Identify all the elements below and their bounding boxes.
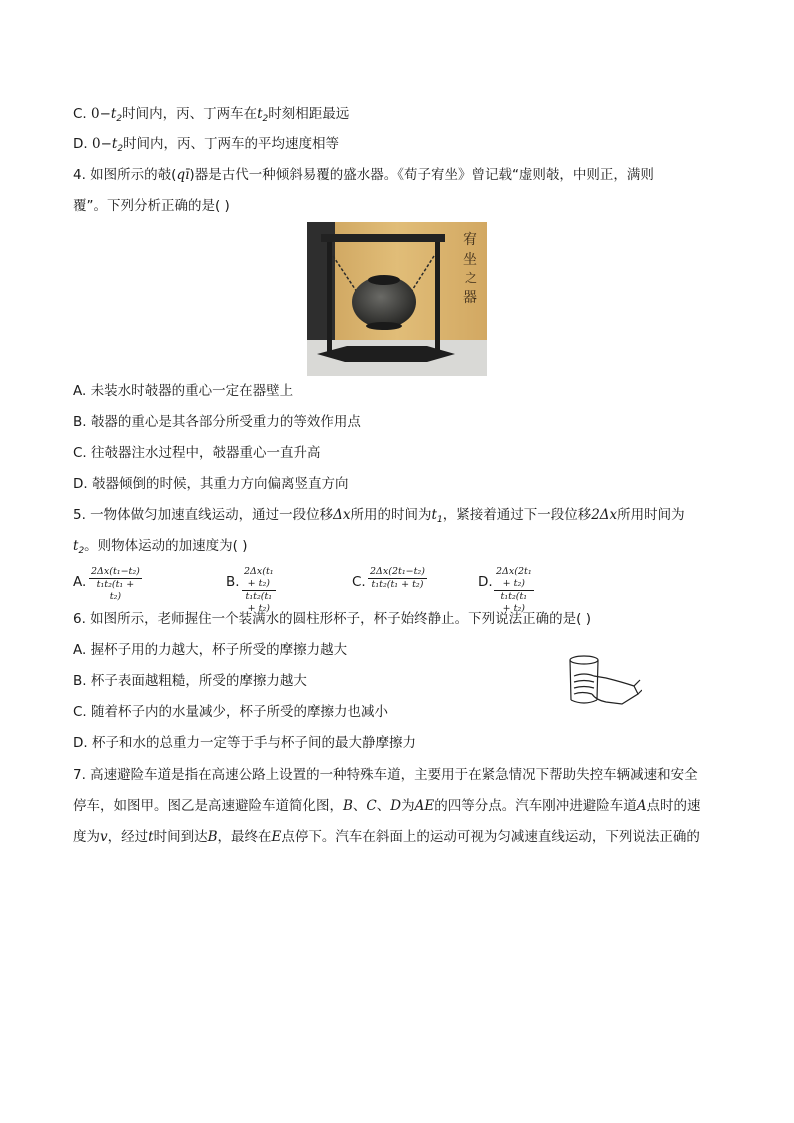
q3-option-c: C. $0-t_2$时间内，丙、丁两车在$t_2$时刻相距最远 [73, 106, 350, 124]
q3-option-d: D. $0-t_2$时间内，丙、丁两车的平均速度相等 [73, 136, 340, 154]
q5-option-d-fraction: $\frac{\text{2Δx(2t₁ + t₂)}}{\text{t₁t₂(t₁ + t₂)}}$ [496, 566, 532, 614]
q4-option-a: A. 未装水时攲器的重心一定在器壁上 [73, 383, 294, 399]
q4-option-b: B. 攲器的重心是其各部分所受重力的等效作用点 [73, 414, 361, 430]
q5-option-b-fraction: $\frac{\text{2Δx(t₁ + t₂)}}{\text{t₁t₂(t₁ + t₂)}}$ [244, 566, 274, 614]
q5-stem-line1: 5. 一物体做匀加速直线运动，通过一段位移Δx所用的时间为$t_1$，紧接着通过下一段位移2Δx所用时间为 [73, 507, 685, 525]
q4-stem-line1: 4. 如图所示的攲(qī)器是古代一种倾斜易覆的盛水器。《荀子宥坐》曾记载“虚则攲，中则正，满则 [73, 167, 654, 183]
q4-option-d: D. 攲器倾倒的时候，其重力方向偏离竖直方向 [73, 476, 349, 492]
q6-stem: 6. 如图所示，老师握住一个装满水的圆柱形杯子，杯子始终静止。下列说法正确的是( ) [73, 611, 591, 627]
inscription-char-1: 宥 [463, 232, 477, 248]
qiqi-vessel-photo [307, 222, 487, 376]
inscription-char-4: 器 [463, 290, 477, 306]
q5-option-c-fraction: $\frac{\text{2Δx(2t₁−t₂)}}{\text{t₁t₂(t₁ + t₂)}}$ [370, 566, 425, 590]
q5-stem-line2: $t_2$。则物体运动的加速度为( ) [73, 538, 248, 556]
q5-option-a-fraction: $\frac{\text{2Δx(t₁−t₂)}}{\text{t₁t₂(t₁ + t₂)}}$ [91, 566, 140, 602]
q6-option-a: A. 握杯子用的力越大，杯子所受的摩擦力越大 [73, 642, 348, 658]
hand-holding-cup-figure [566, 654, 642, 710]
q6-option-b: B. 杯子表面越粗糙，所受的摩擦力越大 [73, 673, 307, 689]
q7-stem-line3: 度为v，经过t时间到达B，最终在E点停下。汽车在斜面上的运动可视为匀减速直线运动，下列说法正确的 [73, 829, 700, 845]
inscription-char-2: 坐 [463, 252, 477, 268]
q6-option-c: C. 随着杯子内的水量减少，杯子所受的摩擦力也减小 [73, 704, 389, 720]
q6-option-d: D. 杯子和水的总重力一定等于手与杯子间的最大静摩擦力 [73, 735, 416, 751]
q7-stem-line1: 7. 高速避险车道是指在高速公路上设置的一种特殊车道，主要用于在紧急情况下帮助失控车辆减速和安全 [73, 767, 698, 783]
q7-stem-line2: 停车，如图甲。图乙是高速避险车道简化图，B、C、D为AE的四等分点。汽车刚冲进避险车道A点时的速 [73, 798, 701, 814]
inscription-char-3: 之 [465, 271, 478, 285]
q4-stem-line2: 覆”。下列分析正确的是( ) [73, 198, 230, 214]
q4-option-c: C. 往攲器注水过程中，攲器重心一直升高 [73, 445, 321, 461]
